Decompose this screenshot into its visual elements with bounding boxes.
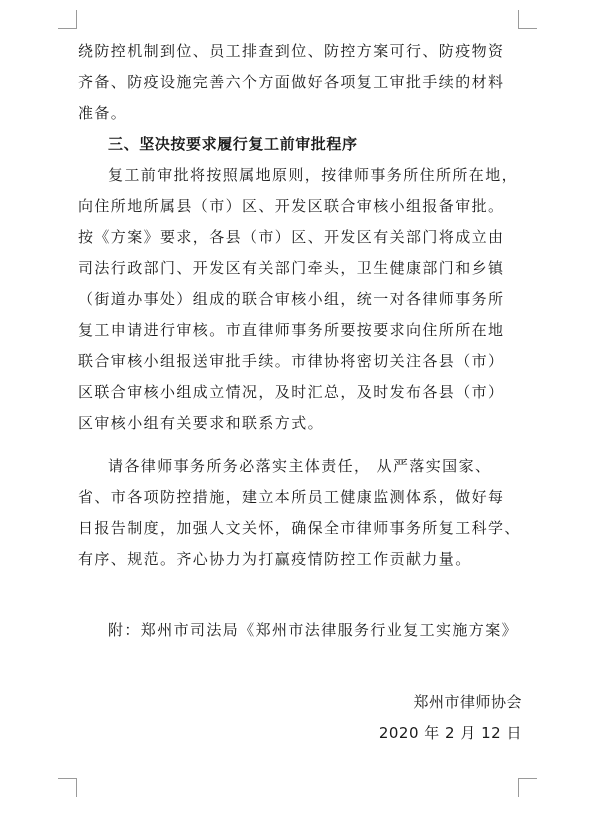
- body-line: 区联合审核小组成立情况，及时汇总，及时发布各县（市）: [78, 383, 505, 401]
- body-line: 司法行政部门、开发区有关部门牵头，卫生健康部门和乡镇: [78, 259, 505, 277]
- signature-date: 2020 年 2 月 12 日: [378, 724, 522, 742]
- body-line: 请各律师事务所务必落实主体责任， 从严落实国家、: [108, 457, 492, 475]
- body-line: 准备。: [78, 104, 128, 122]
- body-line: 齐备、防疫设施完善六个方面做好各项复工审批手续的材料: [78, 73, 505, 91]
- body-line: 日报告制度，加强人文关怀，确保全市律师事务所复工科学、: [78, 519, 521, 537]
- body-line: 省、市各项防控措施，建立本所员工健康监测体系，做好每: [78, 488, 505, 506]
- body-line: 按《方案》要求，各县（市）区、开发区有关部门将成立由: [78, 228, 505, 246]
- body-line: 绕防控机制到位、员工排查到位、防控方案可行、防疫物资: [78, 42, 505, 60]
- body-line: 复工前审批将按照属地原则，按律师事务所住所所在地，: [108, 166, 519, 184]
- signature-organization: 郑州市律师协会: [413, 693, 522, 711]
- body-line: 联合审核小组报送审批手续。市律协将密切关注各县（市）: [78, 352, 505, 370]
- body-line: 有序、规范。齐心协力为打赢疫情防控工作贡献力量。: [78, 550, 472, 568]
- body-line: 向住所地所属县（市）区、开发区联合审核小组报备审批。: [78, 197, 505, 215]
- body-line: 复工申请进行审核。市直律师事务所要按要求向住所所在地: [78, 321, 505, 339]
- corner-mark-bottom-right: [518, 778, 537, 797]
- body-line: （街道办事处）组成的联合审核小组，统一对各律师事务所: [78, 290, 505, 308]
- section-heading: 三、坚决按要求履行复工前审批程序: [108, 135, 358, 153]
- attachment-line: 附：郑州市司法局《郑州市法律服务行业复工实施方案》: [108, 621, 519, 639]
- corner-mark-top-left: [58, 10, 77, 29]
- corner-mark-top-right: [518, 10, 537, 29]
- body-line: 区审核小组有关要求和联系方式。: [78, 414, 325, 432]
- corner-mark-bottom-left: [58, 778, 77, 797]
